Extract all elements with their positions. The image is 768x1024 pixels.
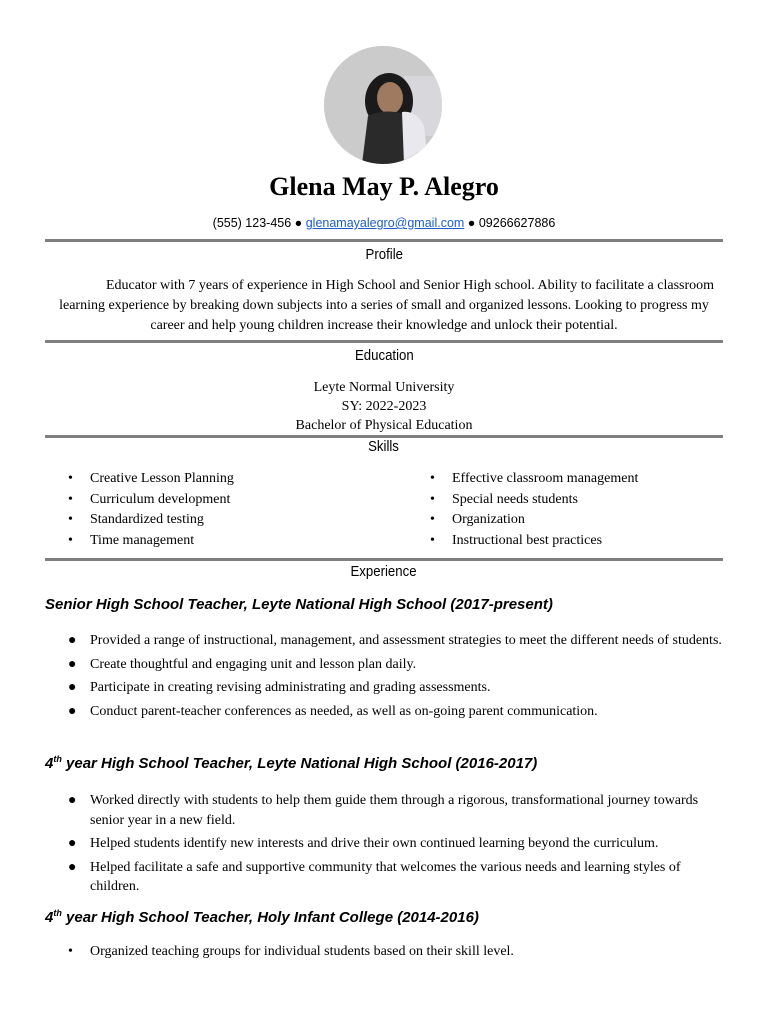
list-item: ● Worked directly with students to help them guide them through a rigorous, transformational journey towards senior year in a new field. [68, 793, 699, 828]
divider [45, 558, 723, 561]
section-heading-education: Education [354, 347, 414, 364]
job-title: 4th year High School Teacher, Leyte National High School (2016-2017) [45, 754, 538, 772]
education-school: Leyte Normal University [313, 380, 455, 395]
profile-summary: Educator with 7 years of experience in High School and Senior High school. Ability to facilitate a classroom learning experience by breaking down subjects into a series of small and organized lessons. Looking to progress my career and help young children increase their knowledge and unlock their potential. [59, 278, 715, 333]
list-item: • Standardized testing [68, 512, 204, 528]
job-duties-list [68, 631, 730, 725]
job-duties-list [68, 942, 730, 966]
separator: ● [467, 216, 476, 230]
list-item: ● Participate in creating revising administrating and grading assessments. [68, 680, 491, 695]
list-item: ● Helped students identify new interests and drive their own continued learning beyond the curriculum. [68, 836, 659, 851]
divider [45, 340, 723, 343]
candidate-name: Glena May P. Alegro [269, 172, 499, 201]
phone: (555) 123-456 [212, 216, 292, 230]
section-heading-experience: Experience [350, 563, 418, 580]
job-title: Senior High School Teacher, Leyte National High School (2017-present) [45, 596, 553, 613]
list-item: • Organization [430, 512, 525, 528]
education-degree: Bachelor of Physical Education [295, 418, 473, 433]
skills-list-left [68, 469, 234, 552]
job-duties-list [68, 791, 730, 901]
list-item: ● Provided a range of instructional, management, and assessment strategies to meet the different needs of students. [68, 633, 722, 648]
list-item: ● Conduct parent-teacher conferences as needed, as well as on-going parent communication. [68, 703, 598, 719]
profile-photo [324, 46, 442, 164]
skills-list-right [430, 469, 639, 552]
email-link[interactable]: glenamayalegro@gmail.com [305, 216, 465, 230]
contact-line [0, 216, 768, 230]
list-item: • Effective classroom management [430, 471, 639, 486]
mobile: 09266627886 [478, 216, 556, 230]
divider [45, 239, 723, 242]
list-item: • Creative Lesson Planning [68, 471, 234, 486]
list-item: • Special needs students [430, 491, 578, 507]
list-item: • Time management [68, 533, 195, 549]
list-item: • Organized teaching groups for individual students based on their skill level. [68, 944, 514, 959]
list-item: • Curriculum development [68, 491, 231, 507]
education-year: SY: 2022-2023 [341, 399, 427, 414]
separator: ● [294, 216, 303, 230]
list-item: • Instructional best practices [430, 533, 603, 549]
list-item: ● Helped facilitate a safe and supportive community that welcomes the various needs and learning styles of children. [68, 859, 681, 894]
section-heading-profile: Profile [365, 246, 403, 263]
section-heading-skills: Skills [368, 438, 400, 455]
job-title: 4th year High School Teacher, Holy Infant College (2014-2016) [45, 908, 479, 926]
list-item: ● Create thoughtful and engaging unit and lesson plan daily. [68, 656, 417, 672]
